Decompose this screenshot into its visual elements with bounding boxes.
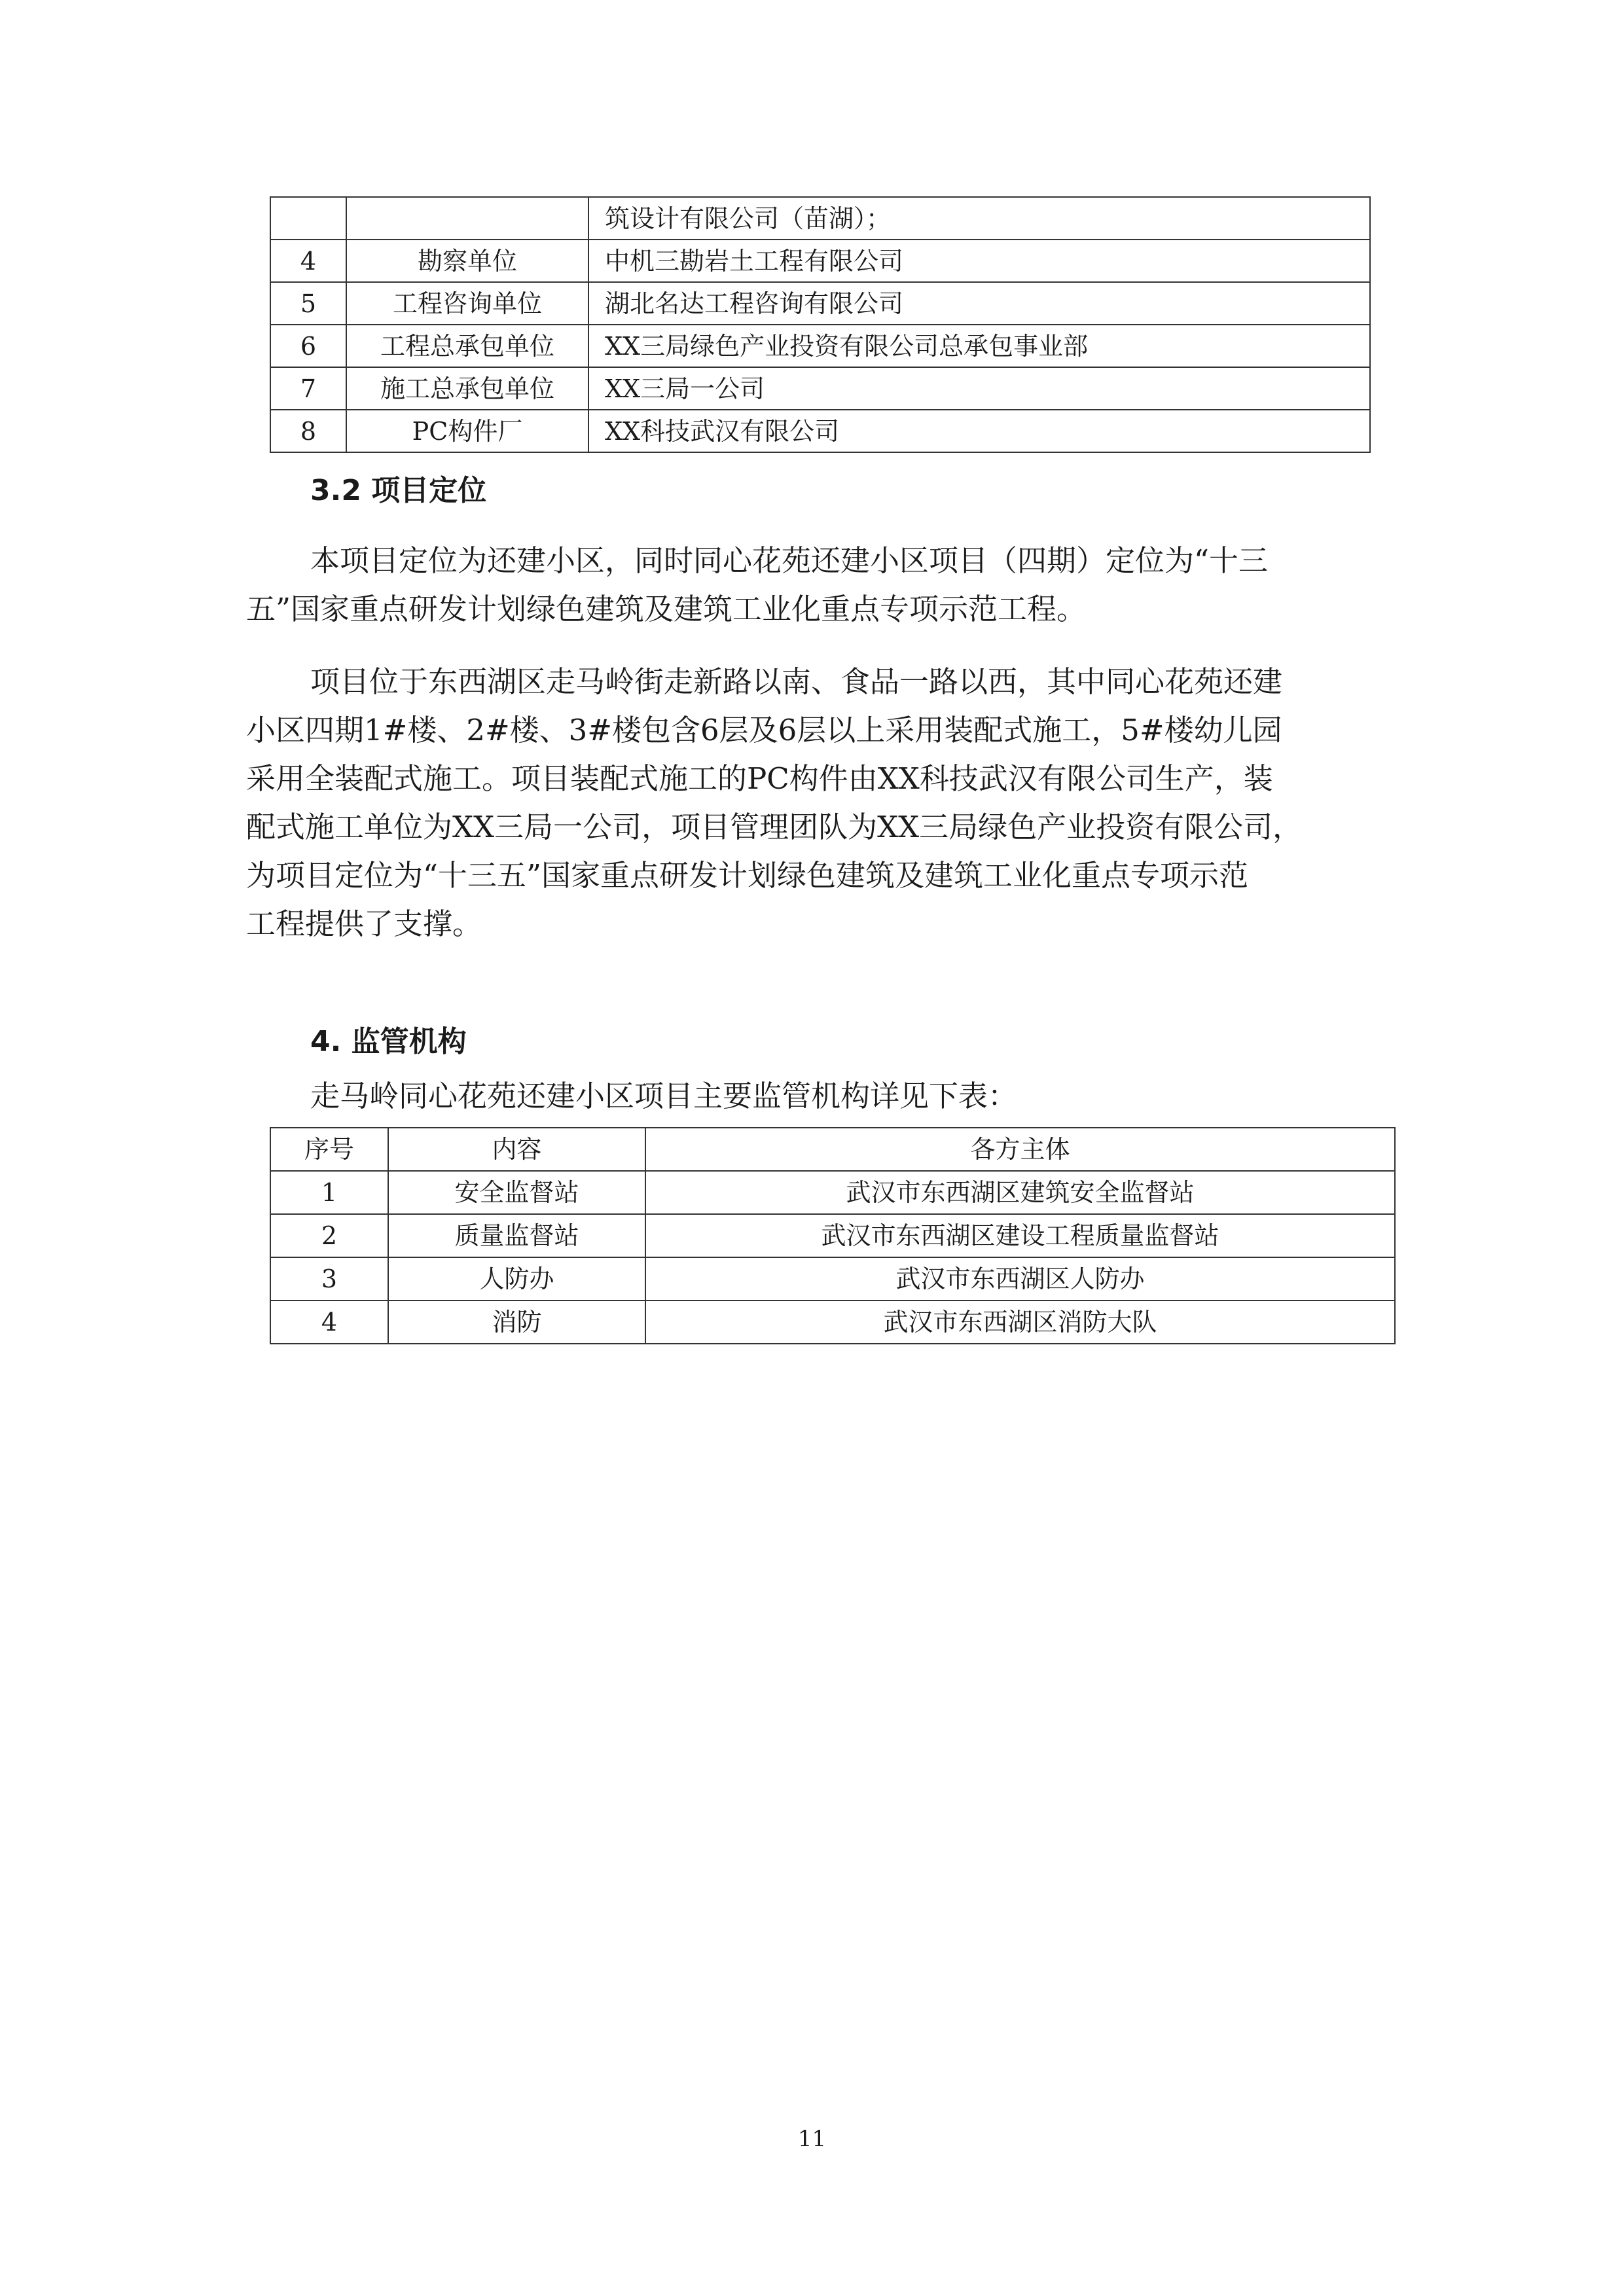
- unit-name-cell: 中机三勘岩土工程有限公司: [588, 240, 1370, 282]
- unit-role-cell: 勘察单位: [346, 240, 588, 282]
- table-row: [270, 1214, 1395, 1257]
- paragraph-line: 项目位于东西湖区走马岭街走新路以南、食品一路以西，其中同心花苑还建: [310, 664, 1283, 699]
- table-row: [270, 197, 1370, 240]
- table-cell: 人防办: [388, 1257, 645, 1300]
- paragraph-line: 五”国家重点研发计划绿色建筑及建筑工业化重点专项示范工程。: [246, 592, 1087, 626]
- table-row: [270, 1171, 1395, 1214]
- row-number-cell: 8: [270, 410, 346, 452]
- unit-role-cell: PC构件厂: [346, 410, 588, 452]
- table-cell: 武汉市东西湖区建筑安全监督站: [645, 1171, 1395, 1214]
- table-cell: 质量监督站: [388, 1214, 645, 1257]
- participating-units-table: [270, 196, 1371, 453]
- table-cell: 4: [270, 1300, 388, 1344]
- unit-role-cell: 工程咨询单位: [346, 282, 588, 325]
- table-cell: 2: [270, 1214, 388, 1257]
- table-header-row: [270, 1128, 1395, 1171]
- paragraph-line: 配式施工单位为XX三局一公司，项目管理团队为XX三局绿色产业投资有限公司，: [246, 810, 1303, 844]
- row-number-cell: 4: [270, 240, 346, 282]
- page-number: 11: [797, 2126, 827, 2152]
- unit-role-cell: [346, 197, 588, 240]
- table-row: [270, 1257, 1395, 1300]
- table-row: [270, 240, 1370, 282]
- location-paragraph: [246, 658, 1379, 948]
- column-header: 各方主体: [645, 1128, 1395, 1171]
- positioning-paragraph: [246, 537, 1379, 634]
- section-heading-3-2: 3.2 项目定位: [310, 474, 487, 507]
- unit-name-cell: 湖北名达工程咨询有限公司: [588, 282, 1370, 325]
- unit-role-cell: 工程总承包单位: [346, 325, 588, 367]
- unit-name-cell: XX三局绿色产业投资有限公司总承包事业部: [588, 325, 1370, 367]
- table-cell: 消防: [388, 1300, 645, 1344]
- table-row: [270, 1300, 1395, 1344]
- table-cell: 武汉市东西湖区消防大队: [645, 1300, 1395, 1344]
- row-number-cell: 5: [270, 282, 346, 325]
- table-row: [270, 410, 1370, 452]
- section-heading-4: 4. 监管机构: [310, 1025, 467, 1058]
- table-cell: 安全监督站: [388, 1171, 645, 1214]
- table-cell: 武汉市东西湖区人防办: [645, 1257, 1395, 1300]
- unit-name-cell: 筑设计有限公司（苗湖）；: [588, 197, 1370, 240]
- table-cell: 1: [270, 1171, 388, 1214]
- row-number-cell: [270, 197, 346, 240]
- table-cell: 武汉市东西湖区建设工程质量监督站: [645, 1214, 1395, 1257]
- row-number-cell: 6: [270, 325, 346, 367]
- unit-role-cell: 施工总承包单位: [346, 367, 588, 410]
- paragraph-line: 工程提供了支撑。: [246, 906, 482, 941]
- table-row: [270, 282, 1370, 325]
- table-row: [270, 325, 1370, 367]
- paragraph-line: 为项目定位为“十三五”国家重点研发计划绿色建筑及建筑工业化重点专项示范: [246, 858, 1249, 893]
- unit-name-cell: XX科技武汉有限公司: [588, 410, 1370, 452]
- paragraph-line: 小区四期1#楼、2#楼、3#楼包含6层及6层以上采用装配式施工，5#楼幼儿园: [246, 713, 1282, 747]
- paragraph-line: 采用全装配式施工。项目装配式施工的PC构件由XX科技武汉有限公司生产，装: [246, 761, 1273, 796]
- column-header: 内容: [388, 1128, 645, 1171]
- row-number-cell: 7: [270, 367, 346, 410]
- supervision-agencies-table: [270, 1127, 1396, 1344]
- paragraph-line: 本项目定位为还建小区，同时同心花苑还建小区项目（四期）定位为“十三: [310, 543, 1269, 578]
- column-header: 序号: [270, 1128, 388, 1171]
- supervision-intro-text: 走马岭同心花苑还建小区项目主要监管机构详见下表：: [310, 1079, 1018, 1113]
- table-cell: 3: [270, 1257, 388, 1300]
- unit-name-cell: XX三局一公司: [588, 367, 1370, 410]
- table-row: [270, 367, 1370, 410]
